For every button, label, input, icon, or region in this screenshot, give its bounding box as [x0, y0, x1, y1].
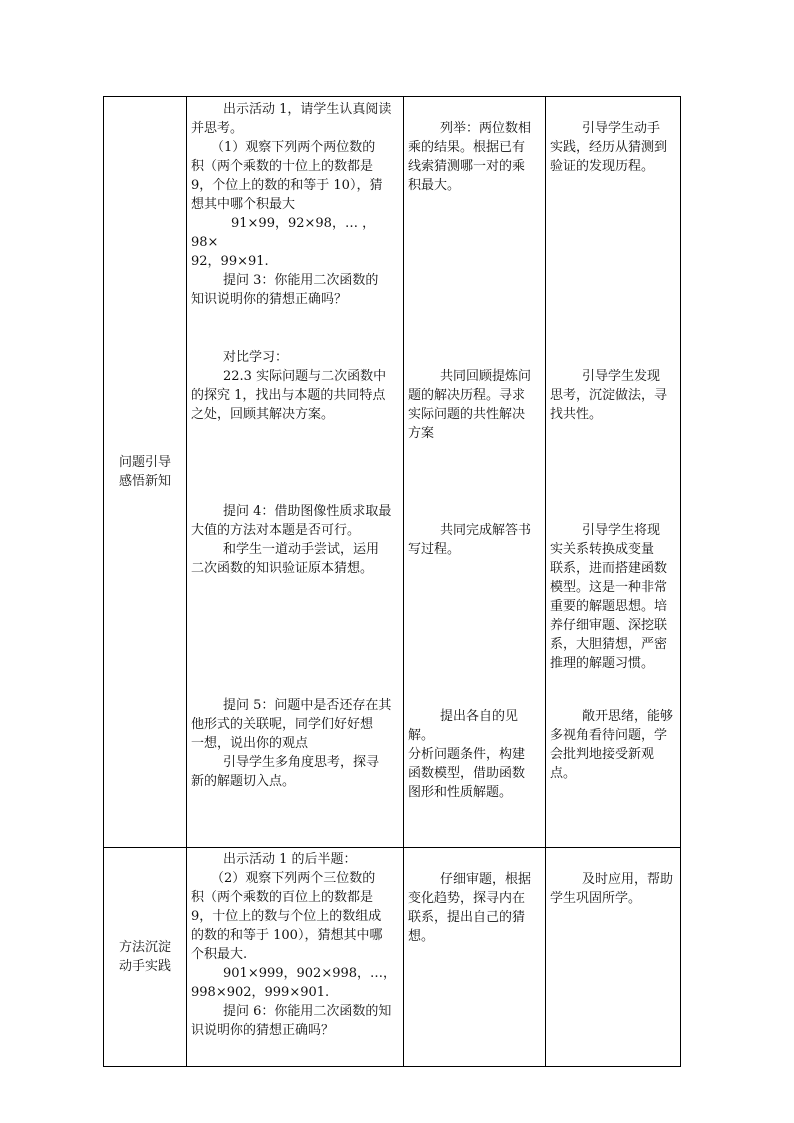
text-line: 验证的发现历程。: [550, 159, 655, 174]
text-line: 联系，进而搭建函数: [550, 561, 668, 576]
student-segment: [404, 707, 545, 847]
stage-label-line: 方法沉淀: [118, 940, 171, 955]
text-line: 并思考。: [191, 121, 244, 136]
text-line: 9，十位上的数与个位上的数组成: [191, 909, 382, 924]
text-line: 变化趋势，探寻内在: [408, 891, 526, 906]
stage-label-cell: [104, 848, 187, 1067]
teacher-activity-cell: [187, 97, 404, 848]
text-line: 之处，回顾其解决方案。: [191, 407, 335, 422]
text-line: 998×902，999×901.: [191, 985, 330, 1000]
stage-label: [104, 453, 186, 491]
design-intent-cell: [546, 848, 681, 1067]
stage-label: [104, 938, 186, 976]
text-line: 的数的和等于 100），猜想其中哪: [191, 928, 383, 943]
student-segment: [404, 367, 545, 507]
text-line: 图形和性质解题。: [408, 785, 513, 800]
text-line: 9，个位上的数的和等于 10），猜: [191, 178, 383, 193]
student-segment: [404, 119, 545, 359]
table-row: [104, 97, 681, 848]
text-line: 函数模型，借助函数: [408, 766, 526, 781]
teacher-segment: [187, 696, 403, 836]
text-line: 敞开思绪，能够: [582, 709, 674, 724]
teacher-activity-cell: [187, 848, 404, 1067]
student-activity-cell: [404, 97, 546, 848]
text-line: 联系，提出自己的猜: [408, 910, 526, 925]
stage-label-line: 感悟新知: [118, 474, 171, 489]
text-line: 想。: [408, 929, 435, 944]
teacher-segment: [187, 502, 403, 688]
text-line: 积最大。: [408, 178, 461, 193]
intent-segment: [546, 707, 680, 847]
text-line: 引导学生将现: [582, 523, 661, 538]
text-line: 901×999，902×998，…，: [223, 966, 397, 981]
text-line: 提问 6：你能用二次函数的知: [223, 1004, 392, 1019]
stage-label-line: 问题引导: [118, 455, 171, 470]
text-line: 线索猜测哪一对的乘: [408, 159, 526, 174]
text-line: 积（两个乘数的十位上的数都是: [191, 159, 374, 174]
text-line: 知识说明你的猜想正确吗？: [191, 292, 348, 307]
text-line: 共同回顾提炼问: [440, 369, 532, 384]
text-line: 提问 4：借助图像性质求取最: [223, 504, 392, 519]
student-segment: [404, 870, 545, 946]
text-line: 22.3 实际问题与二次函数中: [223, 369, 387, 384]
text-line: 多视角看待问题，学: [550, 728, 668, 743]
text-line: 系，大胆猜想，严密: [550, 637, 668, 652]
intent-segment: [546, 119, 680, 359]
text-line: 题的解决历程。寻求: [408, 388, 526, 403]
teacher-segment: [187, 100, 403, 340]
text-line: 会批判地接受新观: [550, 747, 655, 762]
text-line: 出示活动 1，请学生认真阅读: [223, 102, 392, 117]
stage-label-cell: [104, 97, 187, 848]
text-line: （2）观察下列两个三位数的: [211, 871, 376, 886]
text-line: 找共性。: [550, 407, 603, 422]
text-line: 提问 3：你能用二次函数的: [223, 273, 379, 288]
lesson-plan-table: [103, 96, 681, 1067]
text-line: 仔细审题，根据: [440, 872, 532, 887]
text-line: 列举：两位数相: [440, 121, 532, 136]
text-line: 提出各自的见解。: [408, 709, 519, 743]
text-line: 推理的解题习惯。: [550, 656, 655, 671]
text-line: 学生巩固所学。: [550, 891, 642, 906]
design-intent-cell: [546, 97, 681, 848]
text-line: 对比学习：: [223, 350, 289, 365]
intent-segment: [546, 870, 680, 908]
text-line: 91×99，92×98，… ，98×: [191, 216, 376, 250]
intent-segment: [546, 521, 680, 707]
text-line: 个积最大.: [191, 947, 248, 962]
text-line: 方案: [408, 426, 435, 441]
text-line: 养仔细审题、深挖联: [550, 618, 668, 633]
text-line: 写过程。: [408, 542, 461, 557]
text-line: 模型。这是一种非常: [550, 580, 668, 595]
text-line: 重要的解题思想。培: [550, 599, 668, 614]
text-line: 及时应用，帮助: [582, 872, 674, 887]
teacher-segment: [187, 850, 403, 1040]
text-line: 的探究 1，找出与本题的共同特点: [191, 388, 386, 403]
text-line: 乘的结果。根据已有: [408, 140, 526, 155]
text-line: 识说明你的猜想正确吗？: [191, 1023, 335, 1038]
text-line: 一想，说出你的观点: [191, 736, 309, 751]
student-segment: [404, 521, 545, 707]
text-line: 引导学生多角度思考，探寻: [223, 755, 380, 770]
text-line: 提问 5：问题中是否还存在其: [223, 698, 392, 713]
teacher-segment: [187, 348, 403, 488]
text-line: 思考，沉淀做法，寻: [550, 388, 668, 403]
text-line: 新的解题切入点。: [191, 774, 296, 789]
text-line: 出示活动 1 的后半题：: [223, 852, 357, 867]
text-line: 引导学生发现: [582, 369, 661, 384]
text-line: 分析问题条件，构建: [408, 747, 526, 762]
text-line: 二次函数的知识验证原本猜想。: [191, 561, 374, 576]
text-line: 点。: [550, 766, 577, 781]
text-line: 他形式的关联呢，同学们好好想: [191, 717, 374, 732]
text-line: 共同完成解答书: [440, 523, 532, 538]
text-line: 实际问题的共性解决: [408, 407, 526, 422]
text-line: 92，99×91.: [191, 254, 269, 269]
text-line: 引导学生动手: [582, 121, 661, 136]
text-line: 想其中哪个积最大: [191, 197, 296, 212]
text-line: 实践，经历从猜测到: [550, 140, 668, 155]
intent-segment: [546, 367, 680, 507]
text-line: 大值的方法对本题是否可行。: [191, 523, 361, 538]
student-activity-cell: [404, 848, 546, 1067]
text-line: 积（两个乘数的百位上的数都是: [191, 890, 374, 905]
text-line: 实关系转换成变量: [550, 542, 655, 557]
stage-label-line: 动手实践: [118, 959, 171, 974]
table-row: [104, 848, 681, 1067]
text-line: 和学生一道动手尝试，运用: [223, 542, 380, 557]
text-line: （1）观察下列两个两位数的: [211, 140, 376, 155]
